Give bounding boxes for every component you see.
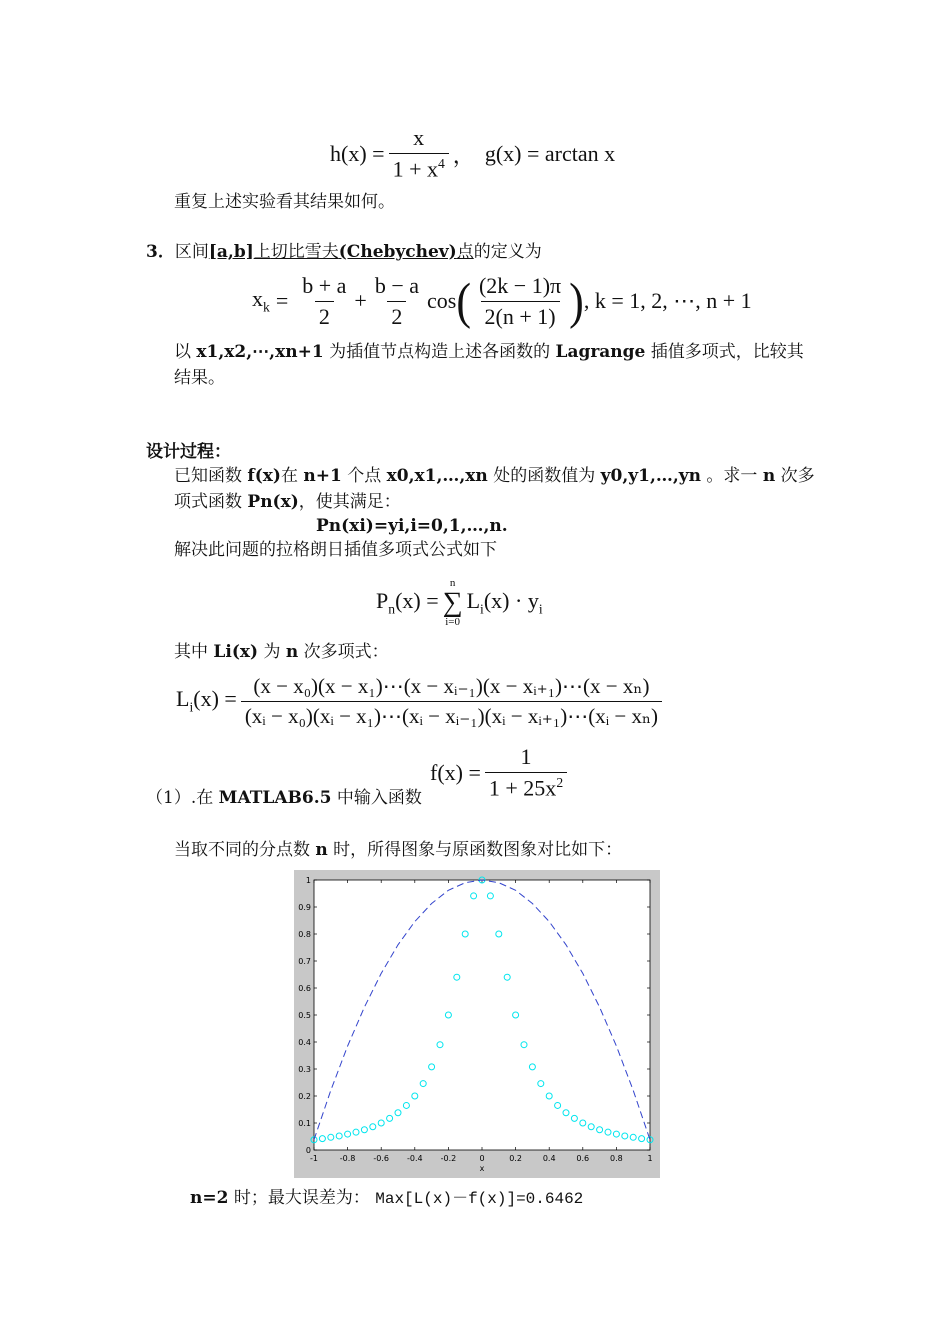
x-tick-label: 0 bbox=[479, 1154, 485, 1163]
li-lhs-arg: (x) = bbox=[193, 686, 237, 712]
step-1-a: .在 bbox=[190, 788, 219, 808]
design-line-4: 解决此问题的拉格朗日插值多项式公式如下 bbox=[174, 540, 497, 560]
cheb-frac-1 bbox=[298, 273, 350, 330]
design-line-2 bbox=[174, 490, 401, 514]
nodes-lagrange: Lagrange bbox=[555, 342, 646, 362]
pn-lhs-sub: n bbox=[388, 601, 396, 617]
caption-a: 时；最大误差为： bbox=[228, 1188, 376, 1208]
caption-n: n=2 bbox=[190, 1188, 229, 1208]
compare-n: n bbox=[315, 840, 328, 860]
caption bbox=[190, 1186, 583, 1211]
f-lhs: f(x) = bbox=[430, 760, 481, 785]
cheb-lhs bbox=[252, 286, 270, 315]
section-3-pre: 区间 bbox=[174, 242, 209, 262]
x-tick-label: 1 bbox=[647, 1154, 653, 1163]
y-tick-label: 0.9 bbox=[298, 903, 311, 912]
y-tick-label: 0.5 bbox=[298, 1011, 311, 1020]
paragraph-repeat: 重复上述实验看其结果如何。 bbox=[174, 192, 395, 212]
section-3-post: 的定义为 bbox=[473, 242, 542, 262]
design-heading: 设计过程： bbox=[146, 442, 231, 462]
pn-body bbox=[467, 588, 543, 617]
li-fraction bbox=[241, 674, 662, 729]
design-l2-a: 项式函数 bbox=[174, 492, 248, 512]
li-intro-c: 次多项式： bbox=[298, 642, 389, 662]
section-3-mid: 上 bbox=[253, 242, 271, 262]
li-lhs bbox=[176, 686, 237, 715]
chart-panel bbox=[294, 870, 660, 1178]
f-num: 1 bbox=[520, 744, 532, 770]
formula-h-sep: ， bbox=[452, 142, 475, 168]
design-l1-c: 个点 bbox=[341, 466, 387, 486]
design-l1-d: 处的函数值为 bbox=[487, 466, 601, 486]
cheb-frac-3-den: 2(n + 1) bbox=[481, 301, 560, 330]
pn-lhs bbox=[376, 588, 439, 617]
cheb-left-paren: ( bbox=[456, 272, 471, 330]
cheb-frac-2-num: b − a bbox=[374, 272, 419, 298]
pn-sum-top: n bbox=[449, 577, 456, 589]
formula-h-lhs: h(x) = bbox=[330, 141, 385, 166]
cheb-right-paren: ) bbox=[569, 272, 584, 330]
nodes-list: x1,x2,⋯,xn+1 bbox=[196, 342, 324, 362]
x-tick-label: 0.8 bbox=[610, 1154, 623, 1163]
formula-h-den-base: 1 + x bbox=[392, 156, 438, 182]
design-l2-pn: Pn(x) bbox=[247, 492, 299, 512]
formula-li bbox=[176, 666, 666, 736]
cheb-eq: = bbox=[275, 288, 289, 313]
y-tick-label: 0 bbox=[305, 1146, 311, 1155]
step-1-b: 中输入函数 bbox=[331, 788, 422, 808]
cheb-lhs-sub: k bbox=[263, 299, 270, 315]
y-tick-label: 0.7 bbox=[298, 957, 311, 966]
x-tick-label: 0.2 bbox=[509, 1154, 522, 1163]
cheb-frac-3-num: (2k − 1)π bbox=[478, 272, 562, 298]
pn-body-sub2: i bbox=[538, 601, 543, 617]
nodes-mid: 为插值节点构造上述各函数的 bbox=[323, 342, 556, 362]
x-tick-label: 0.6 bbox=[576, 1154, 590, 1163]
pn-sigma: ∑ bbox=[442, 587, 463, 618]
li-den: (xᵢ − x₀)(xᵢ − x₁)⋯(xᵢ − xᵢ₋₁)(xᵢ − xᵢ₊₁)⋯(xᵢ − xₙ) bbox=[241, 701, 662, 729]
y-tick-label: 0.4 bbox=[298, 1038, 311, 1047]
compare-a: 当取不同的分点数 bbox=[174, 840, 316, 860]
design-line-1 bbox=[174, 464, 815, 488]
y-tick-label: 0.2 bbox=[298, 1092, 311, 1101]
x-axis-label: x bbox=[479, 1164, 485, 1173]
cheb-frac-2-den: 2 bbox=[387, 301, 406, 330]
design-l1-n1: n+1 bbox=[303, 466, 342, 486]
caption-error: Max[L(x)－f(x)]=0.6462 bbox=[375, 1190, 584, 1208]
nodes-post: 插值多项式，比较其 bbox=[645, 342, 804, 362]
cheb-frac-1-num: b + a bbox=[302, 272, 347, 298]
pn-lhs-arg: (x) = bbox=[395, 588, 439, 614]
formula-chebyshev bbox=[252, 266, 752, 336]
design-l1-n: n bbox=[762, 466, 776, 486]
formula-h-g bbox=[330, 124, 615, 184]
y-tick-label: 0.1 bbox=[298, 1119, 311, 1128]
nodes-pre: 以 bbox=[174, 342, 197, 362]
design-l2-b: ，使其满足： bbox=[298, 492, 401, 512]
li-intro-a: 其中 bbox=[174, 642, 214, 662]
cheb-frac-3 bbox=[475, 273, 565, 330]
design-line-3: Pn(xi)=yi,i=0,1,…,n. bbox=[316, 516, 508, 536]
pn-body-l: L bbox=[466, 588, 481, 614]
x-tick-label: -0.6 bbox=[373, 1154, 390, 1163]
design-l1-b: 在 bbox=[280, 466, 304, 486]
pn-lhs-p: P bbox=[376, 588, 389, 614]
design-l1-y: y0,y1,…,yn bbox=[600, 466, 702, 486]
cheb-frac-2 bbox=[371, 273, 423, 330]
y-tick-label: 0.8 bbox=[298, 930, 311, 939]
f-den-base: 1 + 25x bbox=[488, 775, 557, 801]
section-3-chebname: (Chebychev) bbox=[338, 242, 457, 262]
cheb-cos: cos bbox=[427, 288, 457, 313]
formula-h-num: x bbox=[413, 125, 425, 151]
pn-sum bbox=[443, 578, 463, 628]
design-l1-x: x0,x1,…,xn bbox=[386, 466, 488, 486]
chart-svg bbox=[294, 870, 660, 1178]
cheb-tail: , k = 1, 2, ⋯, n + 1 bbox=[583, 288, 752, 313]
x-tick-label: -0.2 bbox=[440, 1154, 457, 1163]
compare-b: 时，所得图象与原函数图象对比如下： bbox=[327, 840, 623, 860]
pn-body-rest: (x) · y bbox=[483, 588, 539, 614]
design-l1-e: 。求一 bbox=[701, 466, 763, 486]
pn-body-sub: i bbox=[480, 601, 484, 617]
formula-h-den bbox=[389, 153, 449, 182]
x-tick-label: -1 bbox=[310, 1154, 318, 1163]
pn-sum-bot: i=0 bbox=[445, 616, 460, 628]
section-3-number: 3． bbox=[146, 242, 175, 262]
formula-h-den-exp: 4 bbox=[437, 156, 445, 172]
cheb-plus: + bbox=[354, 288, 367, 313]
plot-area bbox=[314, 880, 650, 1150]
design-l1-f: 次多 bbox=[775, 466, 815, 486]
paragraph-nodes-line2: 结果。 bbox=[174, 368, 225, 388]
section-3-cheb: 切比雪夫 bbox=[270, 242, 339, 262]
x-tick-label: -0.4 bbox=[406, 1154, 423, 1163]
design-l1-a: 已知函数 bbox=[174, 466, 248, 486]
section-3-interval: [a,b] bbox=[208, 242, 254, 262]
design-l1-fx: f(x) bbox=[247, 466, 281, 486]
f-den-exp: 2 bbox=[556, 775, 564, 791]
step-1-matlab: MATLAB6.5 bbox=[218, 788, 332, 808]
section-3-post-underlined: 点 bbox=[456, 242, 474, 262]
paragraph-compare bbox=[174, 838, 622, 862]
li-intro-li: Li(x) bbox=[213, 642, 259, 662]
formula-h-fraction bbox=[389, 125, 449, 182]
formula-pn bbox=[376, 572, 543, 634]
formula-f bbox=[430, 740, 571, 806]
section-3-heading bbox=[146, 240, 542, 264]
li-num: (x − x₀)(x − x₁)⋯(x − xᵢ₋₁)(x − xᵢ₊₁)⋯(x − xₙ) bbox=[253, 673, 650, 698]
f-den bbox=[485, 772, 567, 801]
paragraph-nodes bbox=[174, 340, 804, 364]
cheb-frac-1-den: 2 bbox=[315, 301, 334, 330]
f-fraction bbox=[485, 744, 567, 801]
y-tick-label: 0.6 bbox=[298, 984, 311, 993]
li-intro-n: n bbox=[285, 642, 299, 662]
li-intro-b: 为 bbox=[258, 642, 286, 662]
cheb-lhs-x: x bbox=[252, 286, 263, 312]
formula-g: g(x) = arctan x bbox=[484, 141, 616, 166]
li-lhs-l: L bbox=[176, 686, 190, 712]
y-tick-label: 1 bbox=[305, 876, 311, 885]
step-1 bbox=[146, 786, 422, 810]
x-tick-label: 0.4 bbox=[542, 1154, 556, 1163]
step-1-num: （1） bbox=[146, 788, 191, 808]
x-tick-label: -0.8 bbox=[339, 1154, 356, 1163]
li-lhs-sub: i bbox=[189, 699, 194, 715]
y-tick-label: 0.3 bbox=[298, 1065, 311, 1074]
li-intro bbox=[174, 640, 389, 664]
